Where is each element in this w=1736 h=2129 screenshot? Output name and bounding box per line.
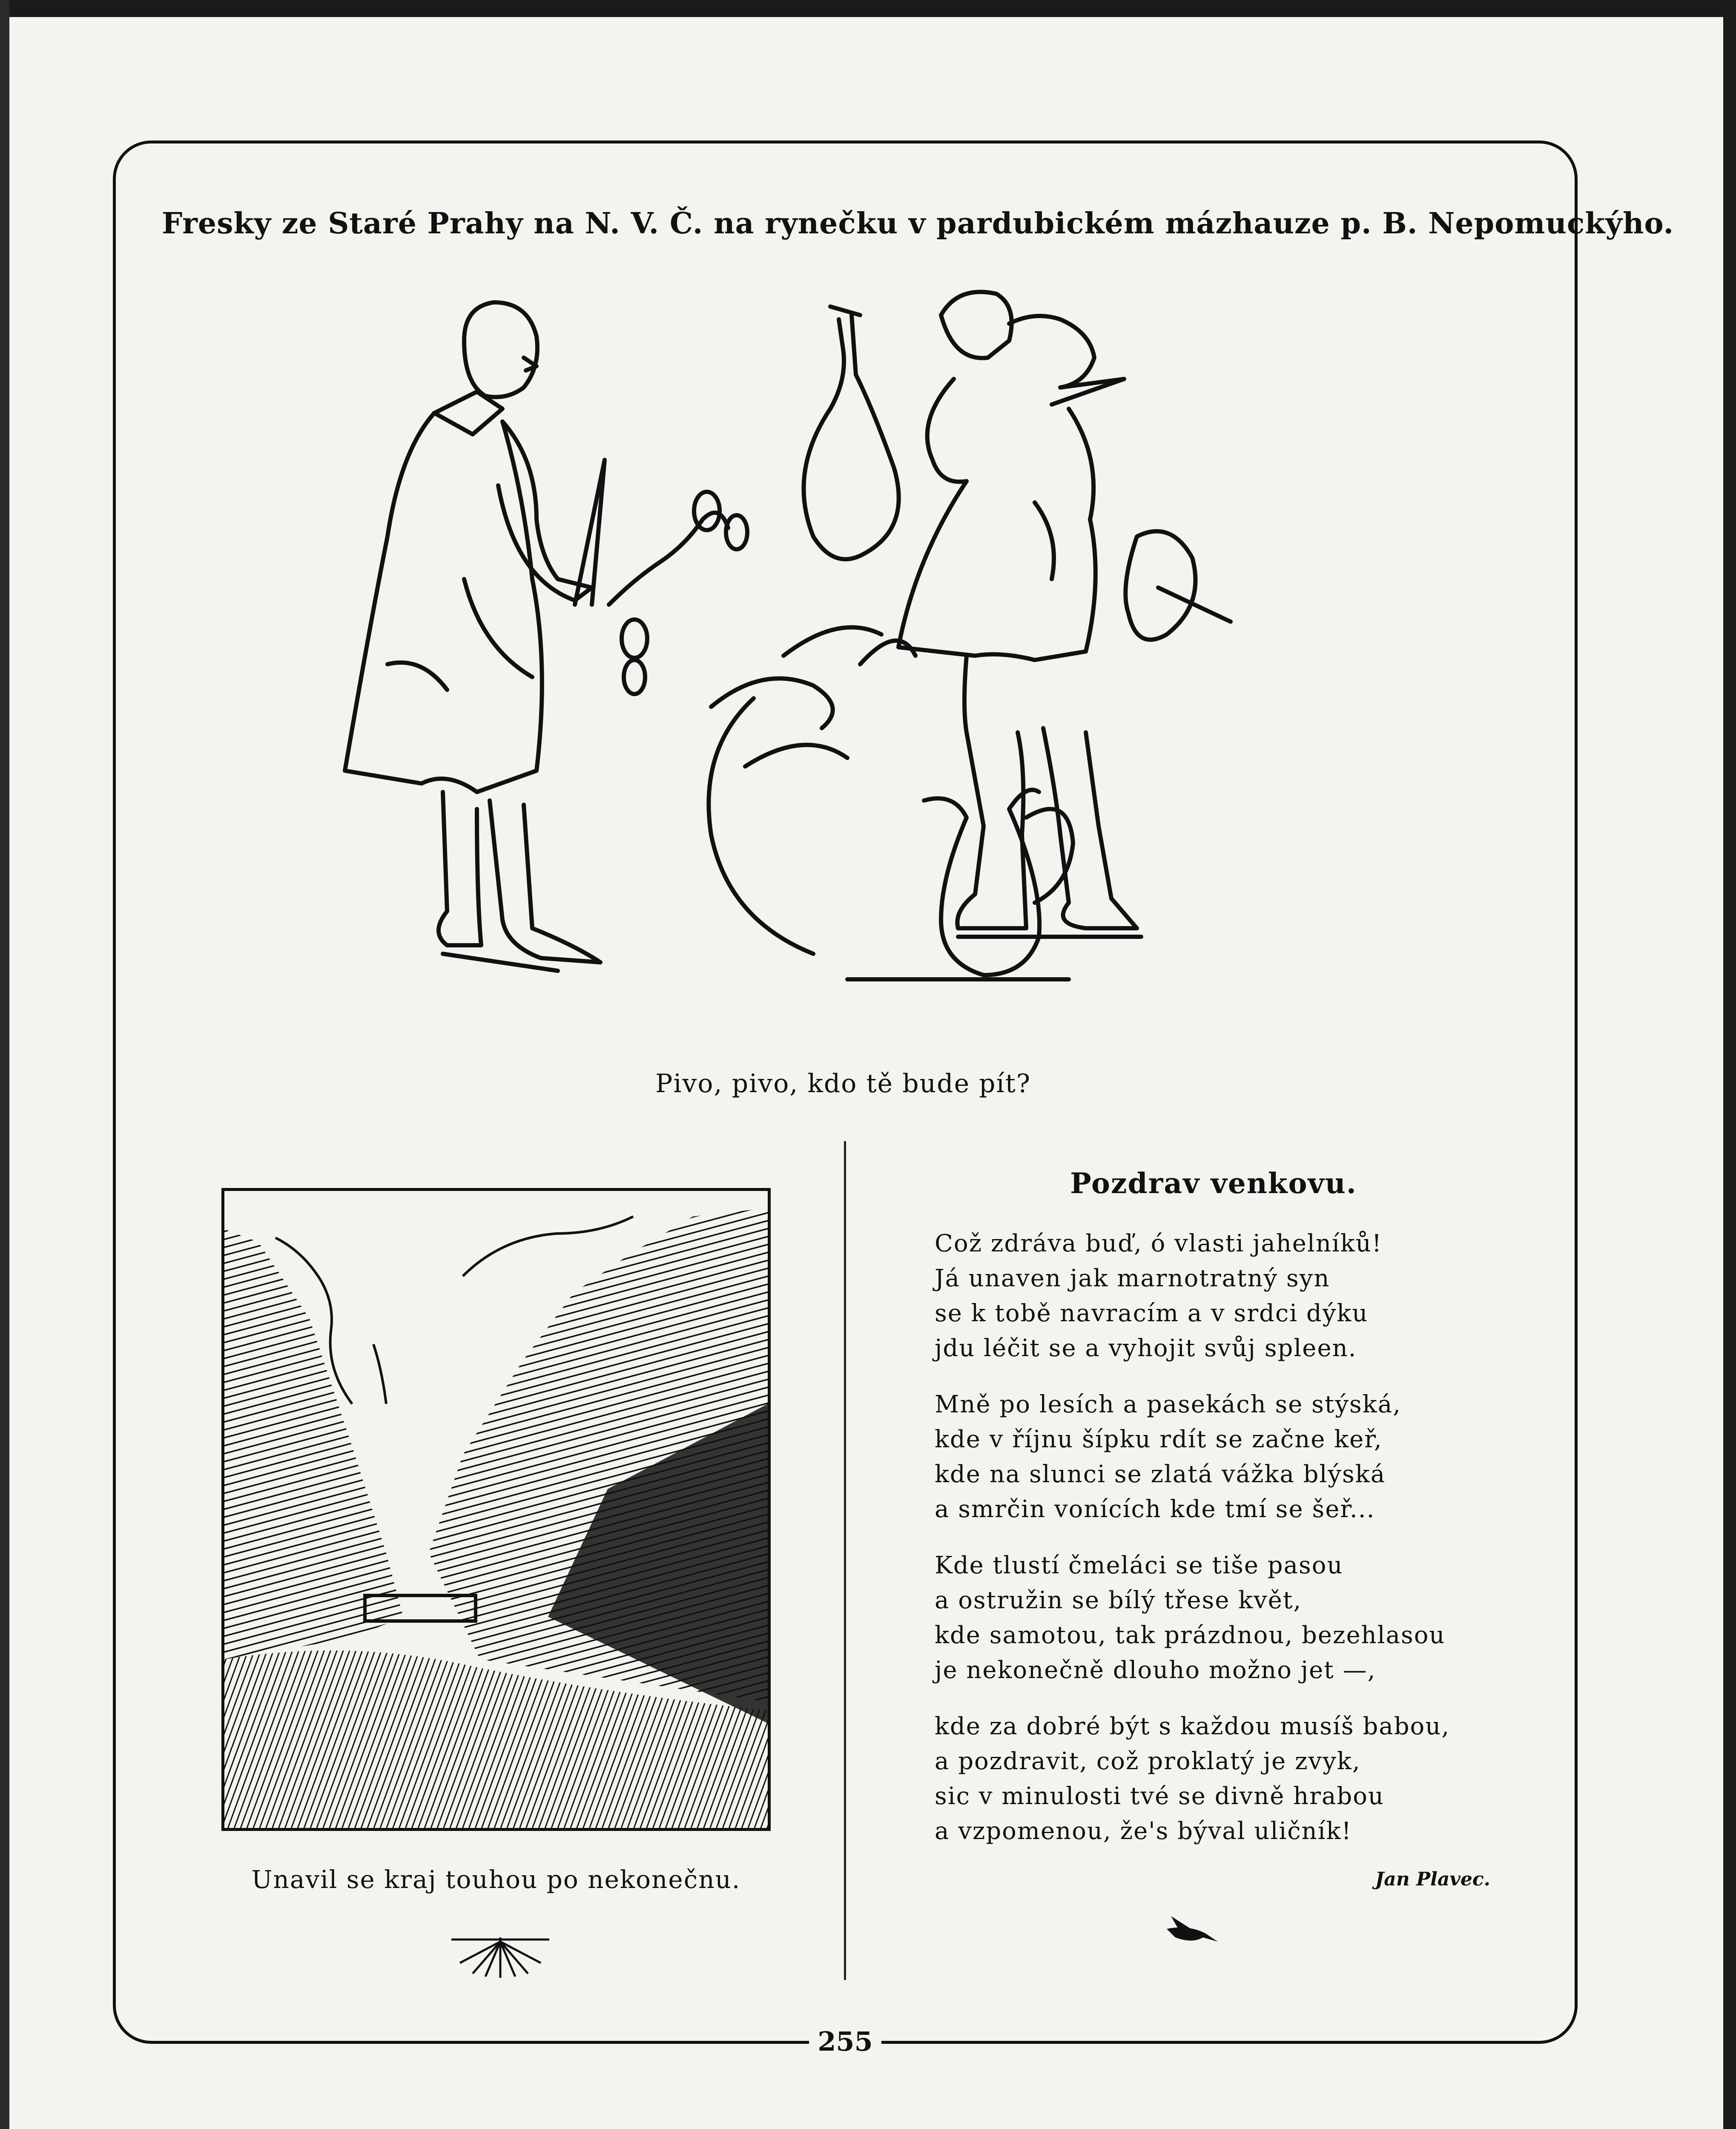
poem-body [935, 1226, 1599, 1870]
poem-title: Pozdrav venkovu. [1070, 1167, 1357, 1200]
poem-verse: se k tobě navracím a v srdci dýku [935, 1300, 1369, 1327]
sun-ornament [447, 1929, 554, 1980]
left-illustration-caption: Unavil se kraj touhou po nekonečnu. [251, 1865, 741, 1894]
poem-verse: a pozdravit, což proklatý je zvyk, [935, 1747, 1361, 1775]
poem-verse: Já unaven jak marnotratný syn [935, 1265, 1330, 1292]
scan-edge-left [0, 0, 9, 2129]
poem-verse: sic v minulosti tvé se divně hrabou [935, 1782, 1384, 1810]
poem-verse: a ostružin se bílý třese květ, [935, 1587, 1302, 1614]
poem-stanza [935, 1709, 1599, 1849]
scan-edge-top [0, 0, 1736, 17]
poem-verse: a smrčin vonících kde tmí se šeř... [935, 1495, 1375, 1523]
poem-verse: kde v říjnu šípku rdít se začne keř, [935, 1426, 1383, 1453]
poem-verse: kde za dobré být s každou musíš babou, [935, 1713, 1450, 1740]
landscape-drawing [224, 1191, 768, 1828]
landscape-illustration [221, 1188, 771, 1831]
column-divider [844, 1141, 846, 1980]
scan-edge-right [1723, 0, 1736, 2129]
poem-verse: Mně po lesích a pasekách se stýská, [935, 1391, 1401, 1418]
poem-verse: Kde tlustí čmeláci se tiše pasou [935, 1552, 1343, 1579]
poem-author: Jan Plavec. [1375, 1868, 1490, 1890]
poem-verse: jdu léčit se a vyhojit svůj spleen. [935, 1334, 1357, 1362]
poem-stanza [935, 1387, 1599, 1527]
poem-verse: Což zdráva buď, ó vlasti jahelníků! [935, 1230, 1383, 1257]
poem-stanza [935, 1548, 1599, 1688]
beer-cartoon-illustration [336, 281, 1350, 1060]
page-number: 255 [818, 2026, 873, 2057]
poem-verse: kde samotou, tak prázdnou, bezehlasou [935, 1621, 1446, 1649]
swallow-ornament [1162, 1912, 1222, 1950]
poem-verse: kde na slunci se zlatá vážka blýská [935, 1460, 1386, 1488]
top-illustration-caption: Pivo, pivo, kdo tě bude pít? [655, 1069, 1031, 1099]
page-headline: Fresky ze Staré Prahy na N. V. Č. na rynečku v pardubickém mázhauze p. B. Nepomuckýho. [162, 207, 1674, 241]
poem-stanza [935, 1226, 1599, 1366]
poem-verse: a vzpomenou, že's býval uličník! [935, 1817, 1352, 1845]
poem-verse: je nekonečně dlouho možno jet —, [935, 1656, 1376, 1684]
